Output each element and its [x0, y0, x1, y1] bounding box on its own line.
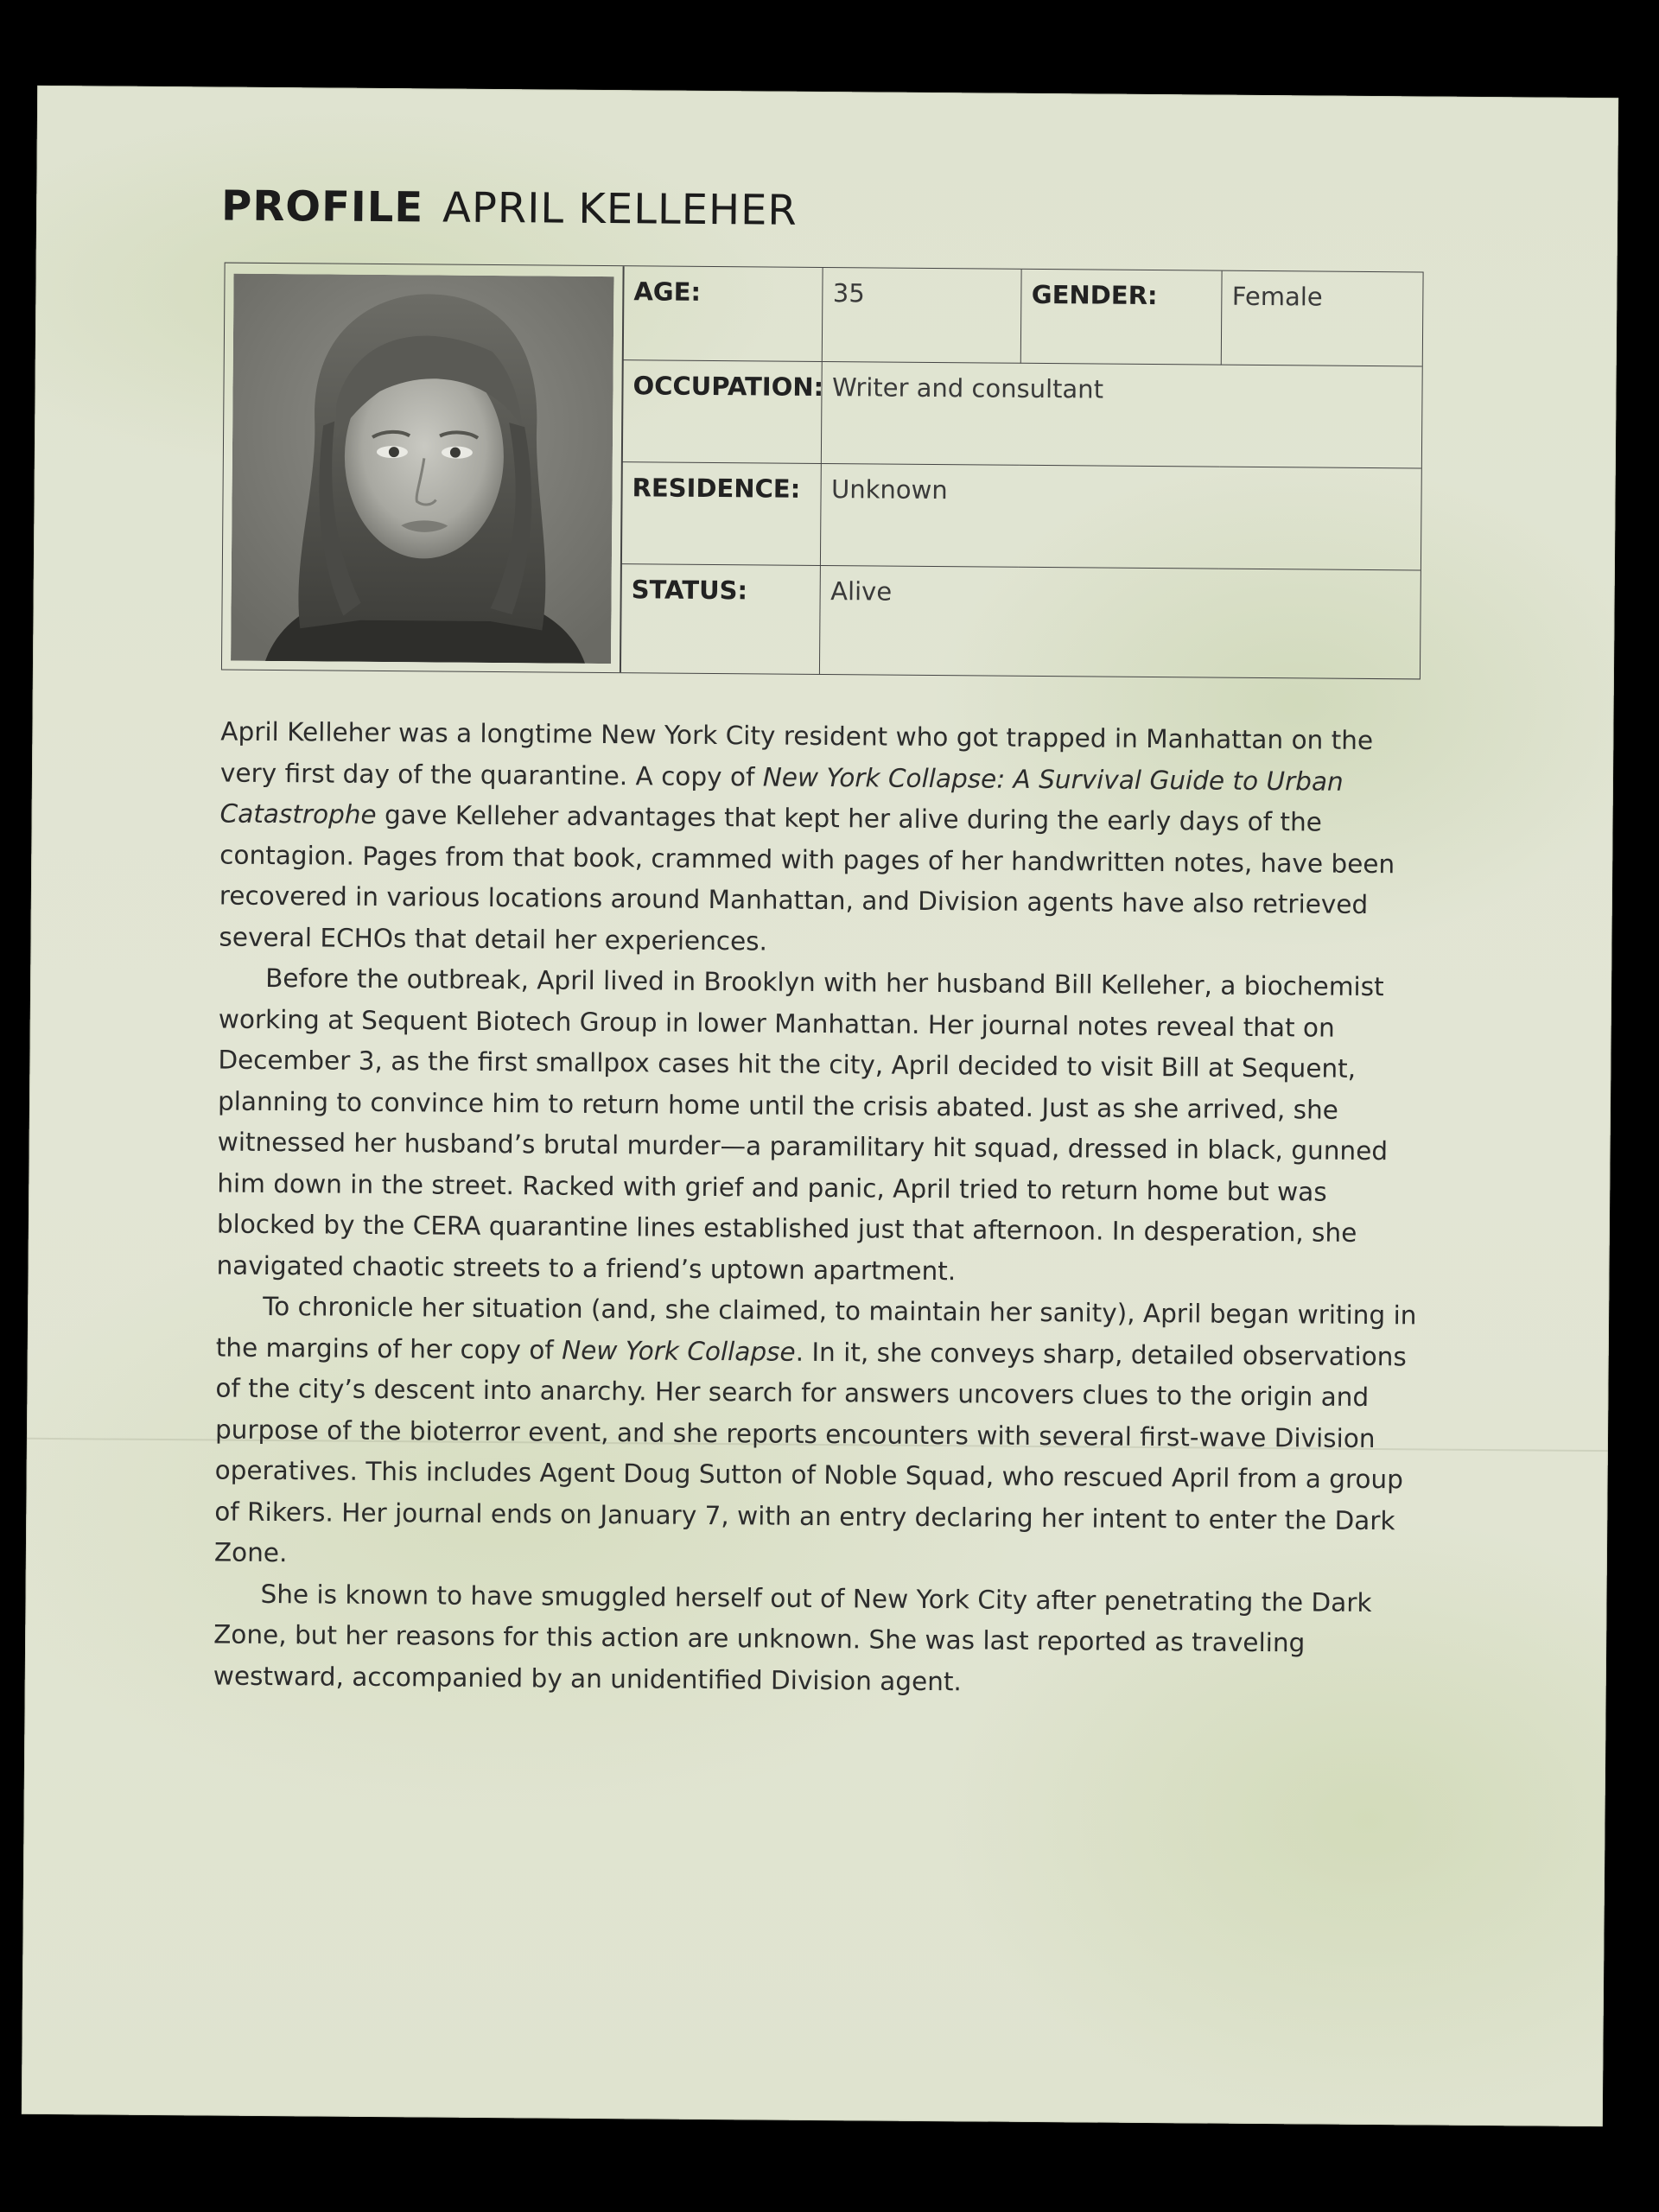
info-table: [620, 266, 1423, 678]
title-label: PROFILE: [220, 181, 424, 232]
page-title: [221, 182, 798, 235]
biography: [213, 712, 1427, 1707]
info-row-occupation: [622, 359, 1422, 467]
status-label: STATUS:: [620, 563, 820, 674]
residence-value: Unknown: [820, 463, 1421, 569]
title-name: APRIL KELLEHER: [442, 183, 798, 235]
occupation-value: Writer and consultant: [821, 361, 1422, 467]
occupation-label: OCCUPATION:: [622, 359, 822, 463]
bio-p1-text-a: April Kelleher was a longtime New York City resident who got trapped in Manhattan on the very first day of the quarantine. A copy of: [219, 716, 1374, 791]
info-row-status: [620, 563, 1421, 678]
bio-p1-book-title: New York Collapse: A Survival Guide to Urban Catastrophe: [219, 761, 1344, 830]
residence-label: RESIDENCE:: [621, 461, 821, 565]
profile-card: [221, 263, 1424, 680]
gender-value: Female: [1221, 271, 1423, 366]
info-row-residence: [621, 461, 1421, 569]
profile-page: [22, 86, 1618, 2126]
portrait-photo: [231, 274, 614, 664]
age-value: 35: [822, 268, 1021, 363]
bio-p3-book-title: New York Collapse: [562, 1335, 796, 1367]
age-label: AGE:: [623, 266, 823, 361]
status-value: Alive: [819, 565, 1421, 678]
portrait-image: [231, 274, 614, 664]
bio-paragraph-3: [214, 1287, 1422, 1583]
bio-p3-text-a: To chronicle her situation (and, she claimed, to maintain her sanity), April began writing in the margins of her copy of: [215, 1291, 1417, 1365]
gender-label: GENDER:: [1020, 270, 1222, 365]
bio-paragraph-4: She is known to have smuggled herself out of New York City after penetrating the Dark Zone, but her reasons for this action are unknown. She was last reported as traveling westward, accompanied by an unidentified Division agent.: [213, 1579, 1372, 1696]
bio-p3-text-b: . In it, she conveys sharp, detailed observations of the city’s descent into anarchy. Her search for answers uncovers clues to the origin and purpose of the bioterror event, and she reports encounters with several first-wave Division operatives. This includes Agent Doug Sutton of Noble Squad, who rescued April from a group of Rikers. Her journal ends on January 7, with an entry declaring her intent to enter the Dark Zone.: [213, 1337, 1407, 1568]
bio-p1-text-b: gave Kelleher advantages that kept her alive during the early days of the contagion. Pages from that book, crammed with pages of her handwritten notes, have been recovered in various locations around Manhattan, and Division agents have also retrieved several ECHOs that detail her experiences.: [219, 799, 1395, 957]
bio-paragraph-1: [219, 712, 1426, 968]
info-row-age-gender: [623, 266, 1423, 365]
bio-paragraph-2: Before the outbreak, April lived in Brooklyn with her husband Bill Kelleher, a biochemist working at Sequent Biotech Group in lower Manhattan. Her journal notes reveal that on December 3, as the first smallpox cases hit the city, April decided to visit Bill at Sequent, planning to convince him to return home until the crisis abated. Just as she arrived, she witnessed her husband’s brutal murder—a paramilitary hit squad, dressed in black, gunned him down in the street. Racked with grief and panic, April tried to return home but was blocked by the CERA quarantine lines established just that afternoon. In desperation, she navigated chaotic streets to a friend’s uptown apartment.: [216, 963, 1389, 1286]
